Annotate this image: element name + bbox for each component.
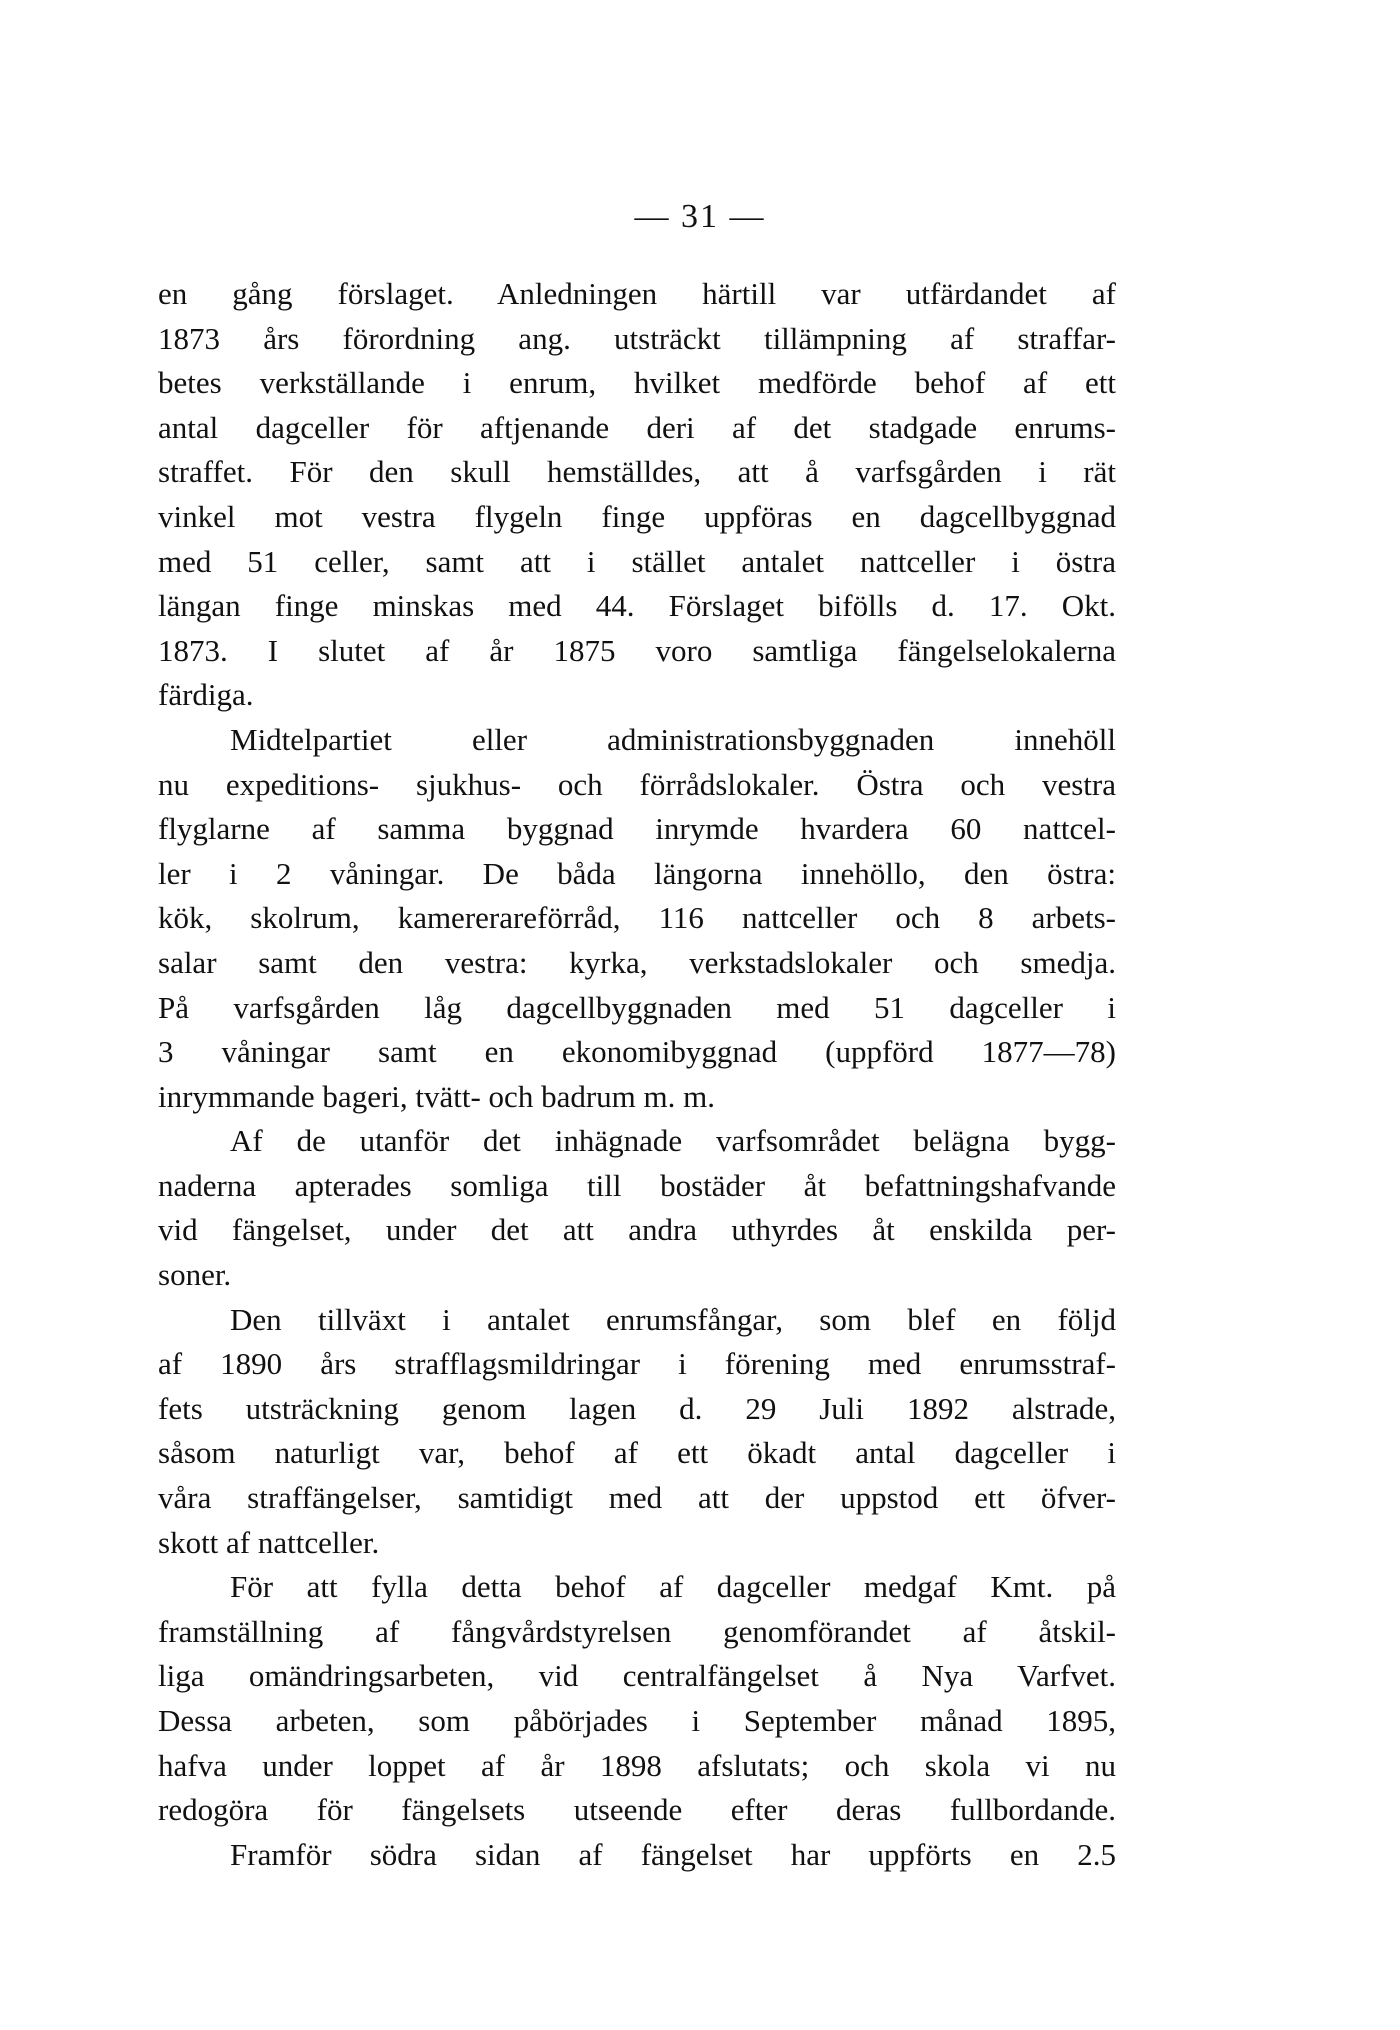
text-line: På varfsgården låg dagcellbyggnaden med 51 dagceller i [158,989,1116,1025]
text-line: straffet. För den skull hemställdes, att å varfsgården i rät [158,454,1116,490]
text-line: salar samt den vestra: kyrka, verkstadslokaler och smedja. [158,944,1116,980]
body-text [158,272,1116,1877]
text-line: framställning af fångvårdstyrelsen genomförandet af åtskil- [158,1613,1116,1649]
text-line: 3 våningar samt en ekonomibyggnad (uppförd 1877—78) [158,1034,1116,1070]
text-line: antal dagceller för aftjenande deri af det stadgade enrums- [158,409,1116,445]
text-line: ler i 2 våningar. De båda längorna innehöllo, den östra: [158,855,1116,891]
page-number: — 31 — [634,198,766,235]
text-line: betes verkställande i enrum, hvilket medförde behof af ett [158,365,1116,401]
text-line: af 1890 års strafflagsmildringar i förening med enrumsstraf- [158,1346,1116,1382]
text-line: inrymmande bageri, tvätt- och badrum m. m. [158,1078,715,1114]
paragraph-first-line: Den tillväxt i antalet enrumsfångar, som blef en följd [230,1301,1116,1337]
text-line: längan finge minskas med 44. Förslaget bifölls d. 17. Okt. [158,588,1116,624]
text-line: 1873. I slutet af år 1875 voro samtliga fängelselokalerna [158,632,1116,668]
text-line: färdiga. [158,677,254,713]
text-line: nu expeditions- sjukhus- och förrådslokaler. Östra och vestra [158,766,1116,802]
text-line: liga omändringsarbeten, vid centralfängelset å Nya Varfvet. [158,1658,1116,1694]
text-line: skott af nattceller. [158,1524,380,1560]
text-line: såsom naturligt var, behof af ett ökadt antal dagceller i [158,1435,1116,1471]
text-line: en gång förslaget. Anledningen härtill var utfärdandet af [158,276,1116,311]
text-line: vid fängelset, under det att andra uthyrdes åt enskilda per- [158,1212,1116,1248]
text-line: naderna apterades somliga till bostäder åt befattningshafvande [158,1167,1116,1203]
paragraph-first-line: För att fylla detta behof af dagceller medgaf Kmt. på [230,1569,1116,1605]
text-line: våra straffängelser, samtidigt med att der uppstod ett öfver- [158,1480,1116,1516]
text-line: kök, skolrum, kamererareförråd, 116 nattceller och 8 arbets- [158,900,1116,936]
text-line: soner. [158,1257,232,1293]
text-line: redogöra för fängelsets utseende efter deras fullbordande. [158,1792,1116,1828]
text-line: 1873 års förordning ang. utsträckt tillämpning af straffar- [158,320,1116,356]
text-line: hafva under loppet af år 1898 afslutats; och skola vi nu [158,1747,1116,1783]
paragraph-first-line: Af de utanför det inhägnade varfsområdet belägna bygg- [230,1123,1116,1159]
text-line: med 51 celler, samt att i stället antalet nattceller i östra [158,543,1116,579]
text-line: flyglarne af samma byggnad inrymde hvardera 60 nattcel- [158,811,1116,847]
paragraph-first-line: Midtelpartiet eller administrationsbyggnaden innehöll [230,721,1116,757]
paragraph-first-line: Framför södra sidan af fängelset har uppförts en 2.5 [230,1836,1116,1872]
text-line: Dessa arbeten, som påbörjades i September månad 1895, [158,1703,1116,1738]
text-line: fets utsträckning genom lagen d. 29 Juli 1892 alstrade, [158,1390,1116,1426]
text-line: vinkel mot vestra flygeln finge uppföras en dagcellbyggnad [158,498,1116,534]
